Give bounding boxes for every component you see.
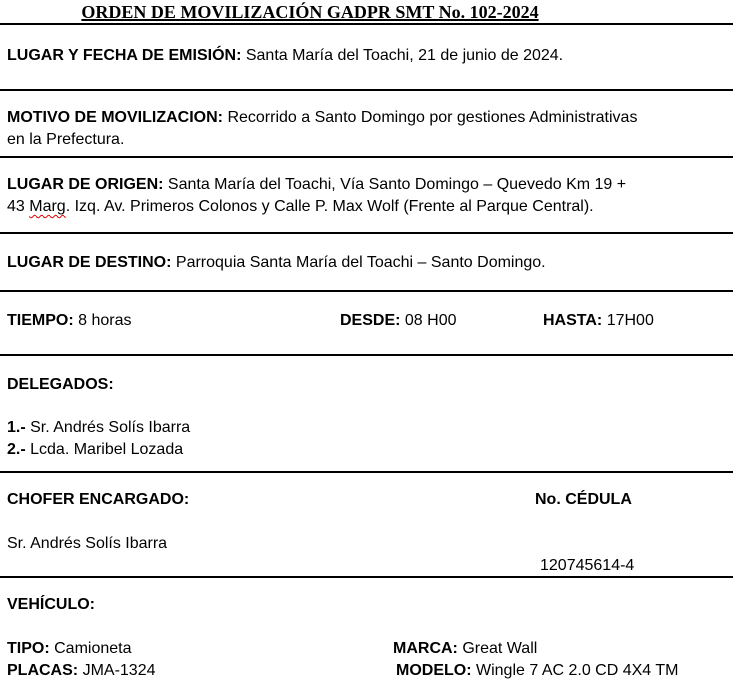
section-tiempo [0,292,733,356]
section-chofer [0,473,733,578]
chofer-label: CHOFER ENCARGADO: [7,491,190,508]
vehiculo-line-1 [7,638,726,660]
motivo-value-line2: en la Prefectura. [7,131,125,148]
delegados-header [7,374,726,396]
modelo-field [396,660,678,682]
delegado-item [7,417,726,439]
chofer-header-line [7,489,726,511]
destino-label: LUGAR DE DESTINO: [7,254,172,271]
desde-label: DESDE: [340,312,401,329]
cedula-value-line [7,555,726,577]
marca-label: MARCA: [393,640,458,657]
section-origen [0,158,733,234]
desde-value: 08 H00 [404,312,457,329]
origen-value-line2: 43 [7,198,30,215]
section-destino [0,234,733,292]
placas-value: JMA-1324 [82,662,156,679]
section-vehiculo [0,578,733,686]
section-title [0,0,733,25]
section-delegados [0,356,733,473]
vehiculo-line-2 [7,660,726,682]
motivo-label: MOTIVO DE MOVILIZACION: [7,109,223,126]
modelo-label: MODELO: [396,662,472,679]
cedula-value: 120745614-4 [540,557,635,574]
section-motivo [0,91,733,158]
delegado-2-number: 2.- [7,441,26,458]
delegados-list [7,417,726,461]
origen-misspelled-word: Marg [29,198,66,215]
origen-value-line1: Santa María del Toachi, Vía Santo Domingo – Quevedo Km 19 + [167,176,627,193]
tipo-label: TIPO: [7,640,50,657]
vehiculo-header [7,594,726,616]
tiempo-label: TIEMPO: [7,312,74,329]
marca-field [393,638,537,660]
section-emision [0,25,733,91]
delegados-label: DELEGADOS: [7,376,114,393]
desde-field [340,310,457,332]
origen-label: LUGAR DE ORIGEN: [7,176,164,193]
marca-value: Great Wall [462,640,538,657]
document-title: ORDEN DE MOVILIZACIÓN GADPR SMT No. 102-2024 [81,2,539,22]
delegado-item [7,439,726,461]
chofer-name: Sr. Andrés Solís Ibarra [7,535,168,552]
hasta-label: HASTA: [543,312,603,329]
hasta-field [543,310,654,332]
tipo-value: Camioneta [54,640,132,657]
delegado-1-number: 1.- [7,419,26,436]
tiempo-value: 8 horas [78,312,132,329]
motivo-value-line1: Recorrido a Santo Domingo por gestiones Administrativas [227,109,638,126]
chofer-name-line [7,533,726,555]
emision-label: LUGAR Y FECHA DE EMISIÓN: [7,47,242,64]
placas-label: PLACAS: [7,662,79,679]
vehiculo-label: VEHÍCULO: [7,596,95,613]
delegado-1-name: Sr. Andrés Solís Ibarra [30,419,191,436]
delegado-2-name: Lcda. Maribel Lozada [30,441,184,458]
destino-value: Parroquia Santa María del Toachi – Santo Domingo. [175,254,546,271]
tiempo-line [7,310,726,332]
cedula-label: No. CÉDULA [535,491,632,508]
emision-value: Santa María del Toachi, 21 de junio de 2024. [245,47,564,64]
hasta-value: 17H00 [606,312,654,329]
modelo-value: Wingle 7 AC 2.0 CD 4X4 TM [476,662,679,679]
origen-value-line2-rest: . Izq. Av. Primeros Colonos y Calle P. Max Wolf (Frente al Parque Central). [65,198,594,215]
